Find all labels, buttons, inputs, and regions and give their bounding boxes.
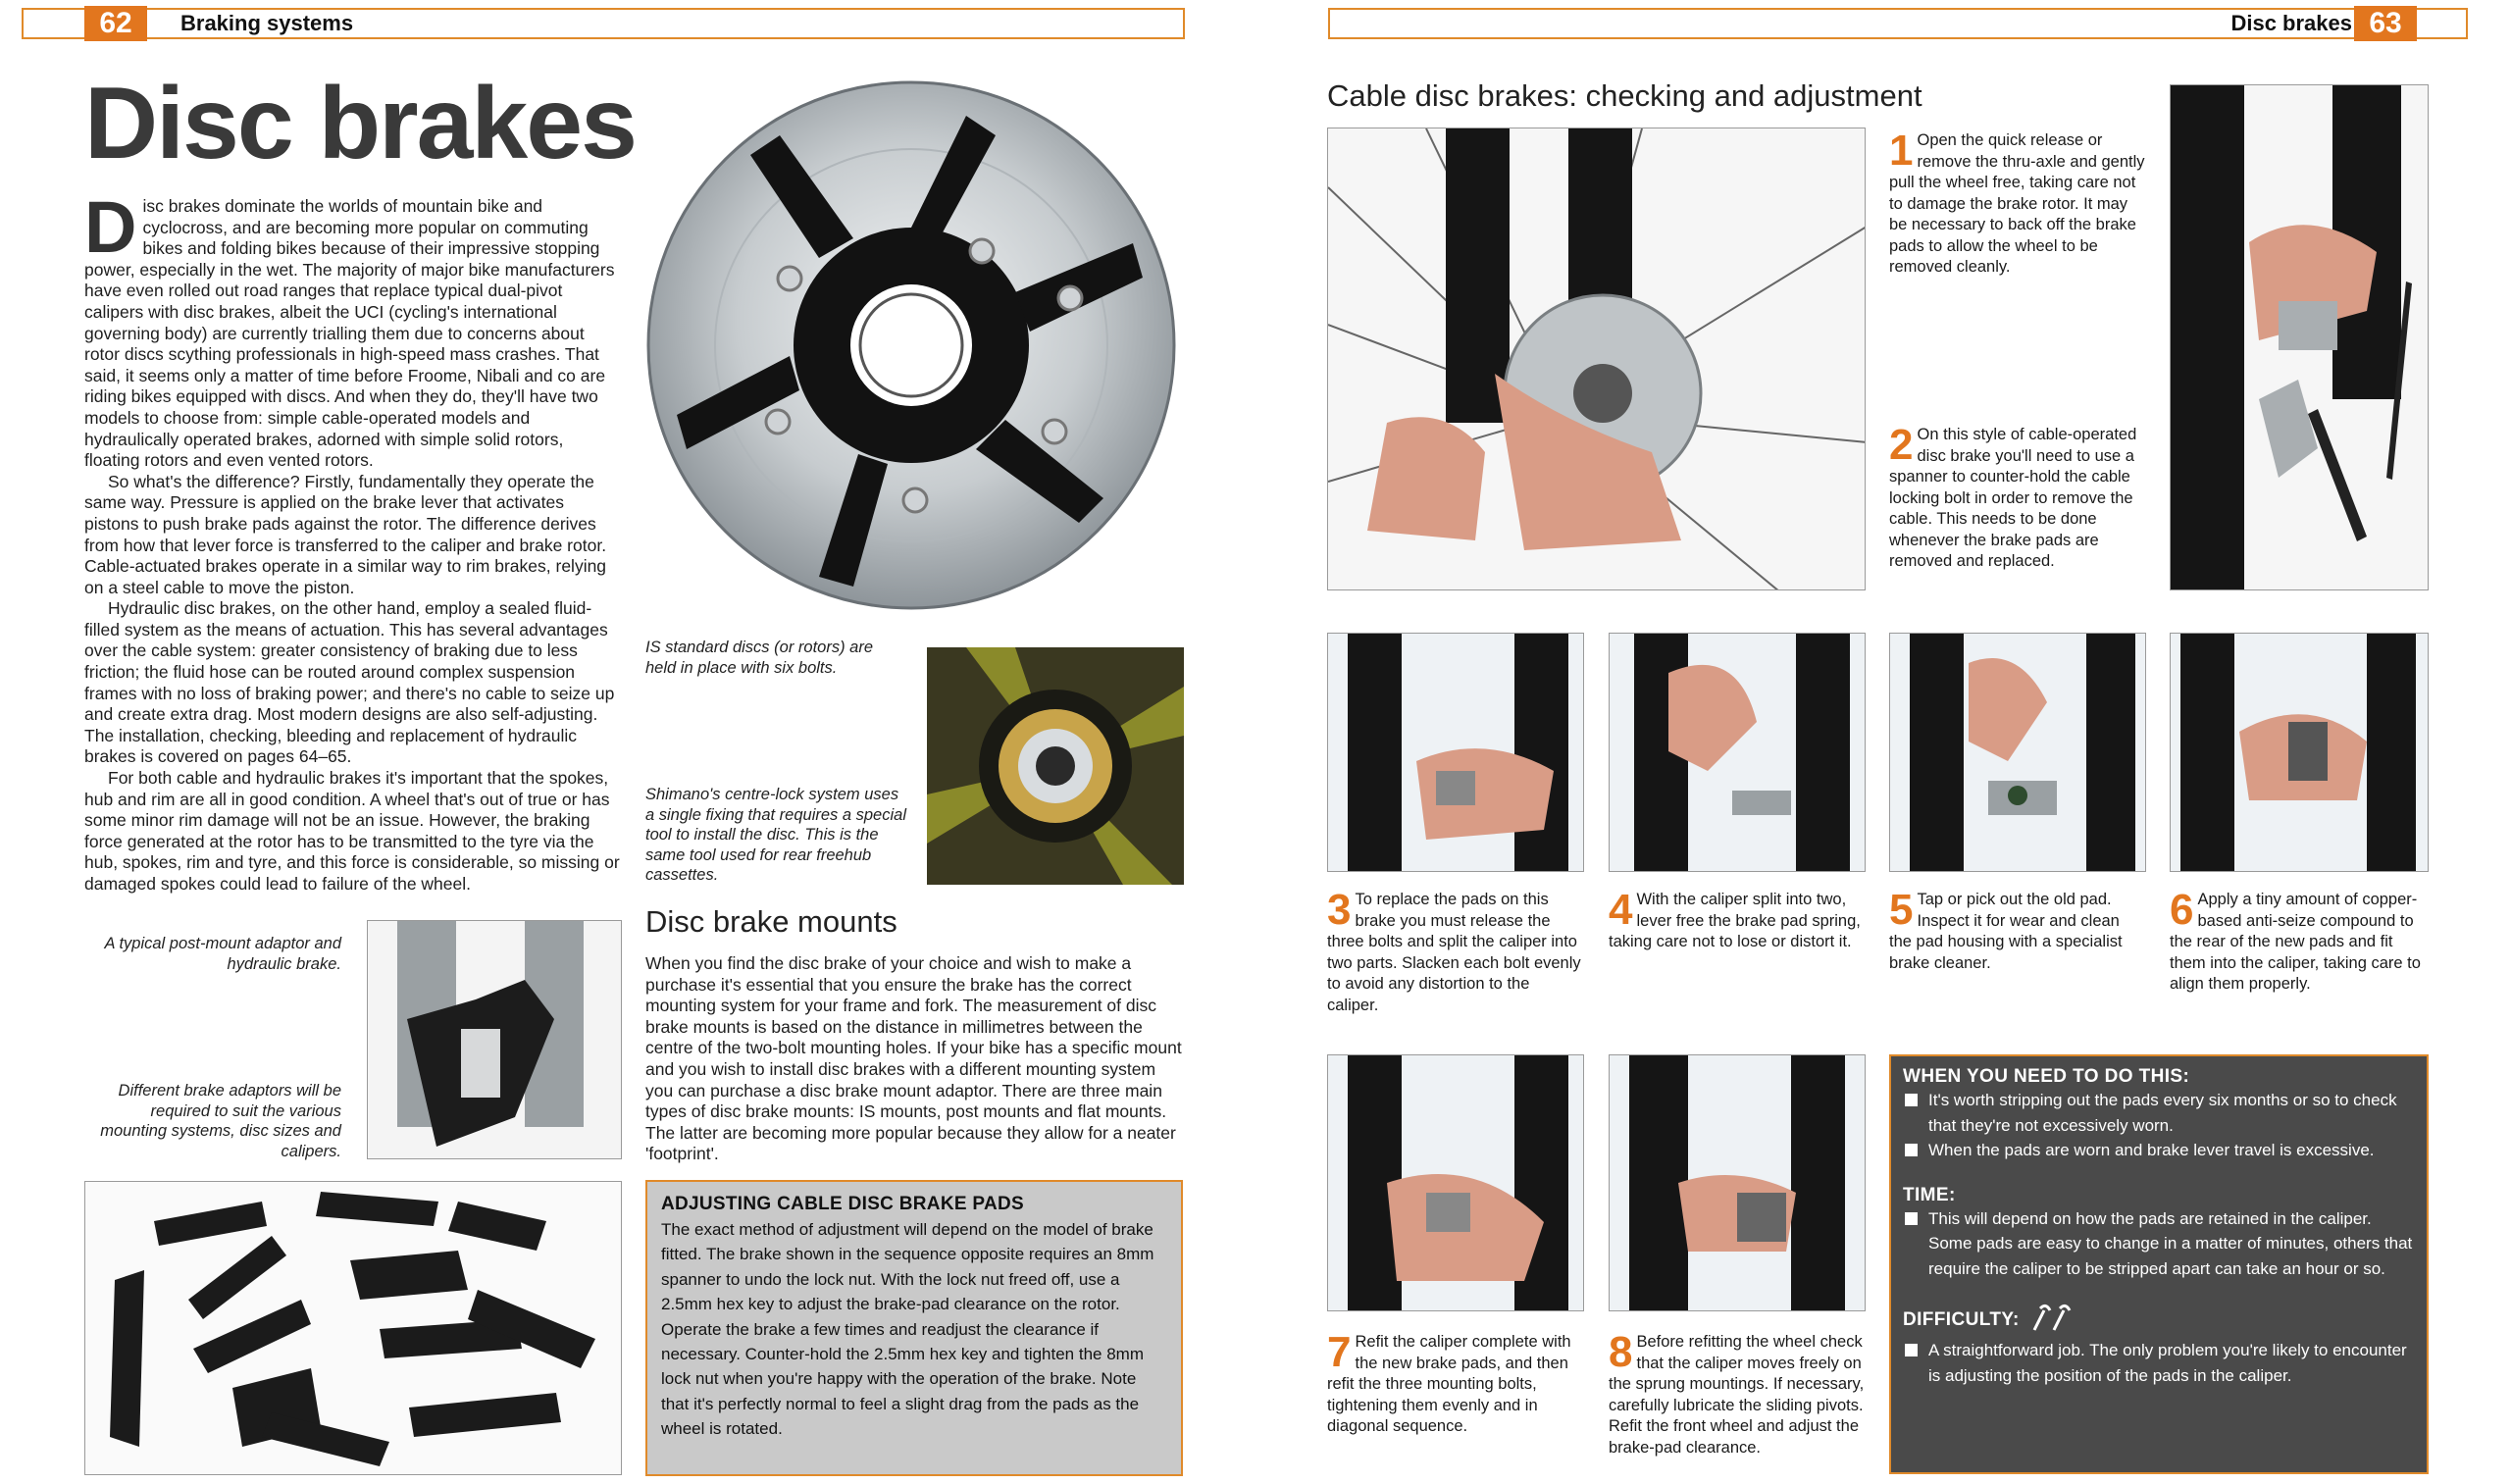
checkbox-icon [1905,1344,1918,1356]
step-7-photo [1327,1054,1584,1311]
step-3-text: To replace the pads on this brake you must release the three bolts and split the caliper into two parts. Slacken each bolt evenly to avoid any distortion to the caliper. [1327,891,1581,1014]
step-6-photo [2170,633,2429,872]
left-page-number: 62 [84,6,147,41]
step-2-text: On this style of cable-operated disc brake you'll need to use a spanner to counter-hold the cable locking bolt in order to remove the cable. This needs to be done whenever the brake pads are removed and replaced. [1889,426,2137,570]
step-7 [1327,1328,1584,1438]
page-title: Disc brakes [84,67,636,180]
caption-rotor: IS standard discs (or rotors) are held in place with six bolts. [645,639,873,677]
step-1-photo [1327,128,1866,590]
step-4-text: With the caliper split into two, lever free the brake pad spring, taking care not to lose or distort it. [1609,891,1861,950]
mounts-heading: Disc brake mounts [645,904,897,939]
step-5-photo [1889,633,2146,872]
step-4-photo [1609,633,1866,872]
step-6-number: 6 [2170,886,2194,934]
caption-adaptors: Different brake adaptors will be required to suit the various mounting systems, disc sizes and calipers. [100,1082,341,1160]
adjusting-box [645,1180,1183,1476]
step-3 [1327,886,1584,1016]
caption-postmount: A typical post-mount adaptor and hydraulic brake. [104,935,341,973]
when-heading: WHEN YOU NEED TO DO THIS: [1903,1066,2190,1087]
spanner-icon [2028,1303,2075,1338]
checkbox-icon [1905,1212,1918,1225]
step-4-number: 4 [1609,886,1633,934]
left-header-title: Braking systems [180,11,354,35]
step-7-text: Refit the caliper complete with the new brake pads, and then refit the three mounting bolts, tightening them evenly and in diagonal sequence. [1327,1333,1571,1435]
mounts-text: When you find the disc brake of your choice and wish to make a purchase it's essential that you ensure the brake has the correct mounting system for your frame and fork. The measurement of disc brake mounts is based on the distance in millimetres between the centre of the two-bolt mounting holes. If your bike has a specific mount and you wish to install disc brakes with a different mounting system you can purchase a disc brake mount adaptor. There are three main types of disc brake mounts: IS mounts, post mounts and flat mounts. The latter are becoming more popular because they allow for a neater 'footprint'. [645,953,1182,1164]
step-1 [1889,127,2146,279]
section-heading: Cable disc brakes: checking and adjustment [1327,78,1922,113]
right-header-title: Disc brakes [2230,11,2352,35]
intro-paragraph-1: Disc brakes dominate the worlds of mountain bike and cyclocross, and are becoming more popular on commuting bikes and folding bikes because of their impressive stopping power, especially in the wet. The majority of major bike manufacturers have even rolled out road ranges that replace typical dual-pivot calipers with disc brakes, albeit the UCI (cycling's international governing body) are currently trialling them due to concerns about rotor discs scything professionals in high-speed mass crashes. That said, it seems only a matter of time before Froome, Nibali and co are riding bikes equipped with discs. And when they do, they'll have two models to choose from: simple cable-operated models and hydraulically operated brakes, adorned with simple solid rotors, floating rotors and even vented rotors. [84,186,615,471]
step-2 [1889,421,2146,573]
intro-paragraph-2: So what's the difference? Firstly, fundamentally they operate the same way. Pressure is applied on the brake lever that activates pistons to push brake pads against the rotor. The difference derives from how that lever force is transferred to the caliper and brake rotor. Cable-actuated brakes operate in a similar way to rim brakes, relying on a steel cable to move the piston. [84,471,607,597]
step-6 [2170,886,2429,996]
step-7-number: 7 [1327,1328,1352,1376]
step-8-number: 8 [1609,1328,1633,1376]
time-heading: TIME: [1903,1184,1956,1205]
step-3-photo [1327,633,1584,872]
time-item-1: This will depend on how the pads are retained in the caliper. Some pads are easy to change in a matter of minutes, others that require the caliper to be stripped apart can take an hour or so. [1903,1206,2415,1282]
intro-text [84,186,622,896]
step-5 [1889,886,2146,974]
step-2-number: 2 [1889,421,1914,469]
step-5-number: 5 [1889,886,1914,934]
difficulty-heading: DIFFICULTY: [1903,1303,2415,1338]
step-5-text: Tap or pick out the old pad. Inspect it for wear and clean the pad housing with a specialist brake cleaner. [1889,891,2123,972]
difficulty-item-1: A straightforward job. The only problem you're likely to encounter is adjusting the position of the pads in the caliper. [1903,1338,2415,1388]
checkbox-icon [1905,1094,1918,1106]
step-8-photo [1609,1054,1866,1311]
step-1-text: Open the quick release or remove the thru-axle and gently pull the wheel free, taking care not to damage the brake rotor. It may be necessary to back off the brake pads to allow the wheel to be removed cleanly. [1889,131,2145,276]
rotor-image [642,77,1180,614]
adjusting-text: The exact method of adjustment will depend on the model of brake fitted. The brake shown in the sequence opposite requires an 8mm spanner to undo the lock nut. With the lock nut freed off, use a 2.5mm hex key to adjust the brake-pad clearance on the rotor. Operate the brake a few times and readjust the clearance if necessary. Counter-hold the 2.5mm hex key and tighten the 8mm lock nut when you're happy with the operation of the brake. Note that it's perfectly normal to feel a slight drag from the pads as the wheel is rotated. [661,1220,1154,1439]
step-3-number: 3 [1327,886,1352,934]
dropcap: D [84,186,137,268]
postmount-image [367,920,622,1159]
step-8-text: Before refitting the wheel check that the caliper moves freely on the sprung mountings. If necessary, carefully lubricate the sliding pivots. Refit the front wheel and adjust the brake-pad clearance. [1609,1333,1865,1457]
checkbox-icon [1905,1144,1918,1156]
step-1-number: 1 [1889,127,1914,175]
when-item-1: It's worth stripping out the pads every six months or so to check that they're not excessively worn. [1903,1088,2415,1138]
step-8 [1609,1328,1866,1458]
step-2-photo [2170,84,2429,590]
step-6-text: Apply a tiny amount of copper-based anti-seize compound to the rear of the new pads and fit them into the caliper, taking care to align them properly. [2170,891,2421,993]
when-item-2: When the pads are worn and brake lever travel is excessive. [1903,1138,2415,1163]
intro-paragraph-3: Hydraulic disc brakes, on the other hand, employ a sealed fluid-filled system as the means of actuation. This has several advantages over the cable system: greater consistency of braking due to less friction; the fluid hose can be routed around complex suspension frames with no loss of braking power; and there's no cable to seize up and create extra drag. Most modern designs are also self-adjusting. The installation, checking, bleeding and replacement of hydraulic brakes is covered on pages 64–65. [84,598,615,767]
step-4 [1609,886,1866,953]
intro-paragraph-4: For both cable and hydraulic brakes it's important that the spokes, hub and rim are all in good condition. A wheel that's out of true or has some minor rim damage will not be an issue. However, the braking force generated at the rotor has to be transmitted to the tyre via the hub, spokes, rim and tyre, and this force is considerable, so missing or damaged spokes could lead to failure of the wheel. [84,768,620,894]
centrelock-image [927,647,1184,885]
info-box [1889,1054,2429,1474]
adjusting-heading: ADJUSTING CABLE DISC BRAKE PADS [661,1194,1024,1214]
right-header-bar [1328,8,2468,39]
caption-centrelock: Shimano's centre-lock system uses a single fixing that requires a special tool to install the disc. This is the same tool used for rear freehub cassettes. [645,786,906,884]
right-page-number: 63 [2354,6,2417,41]
adaptors-image [84,1181,622,1475]
left-header-bar [22,8,1185,39]
